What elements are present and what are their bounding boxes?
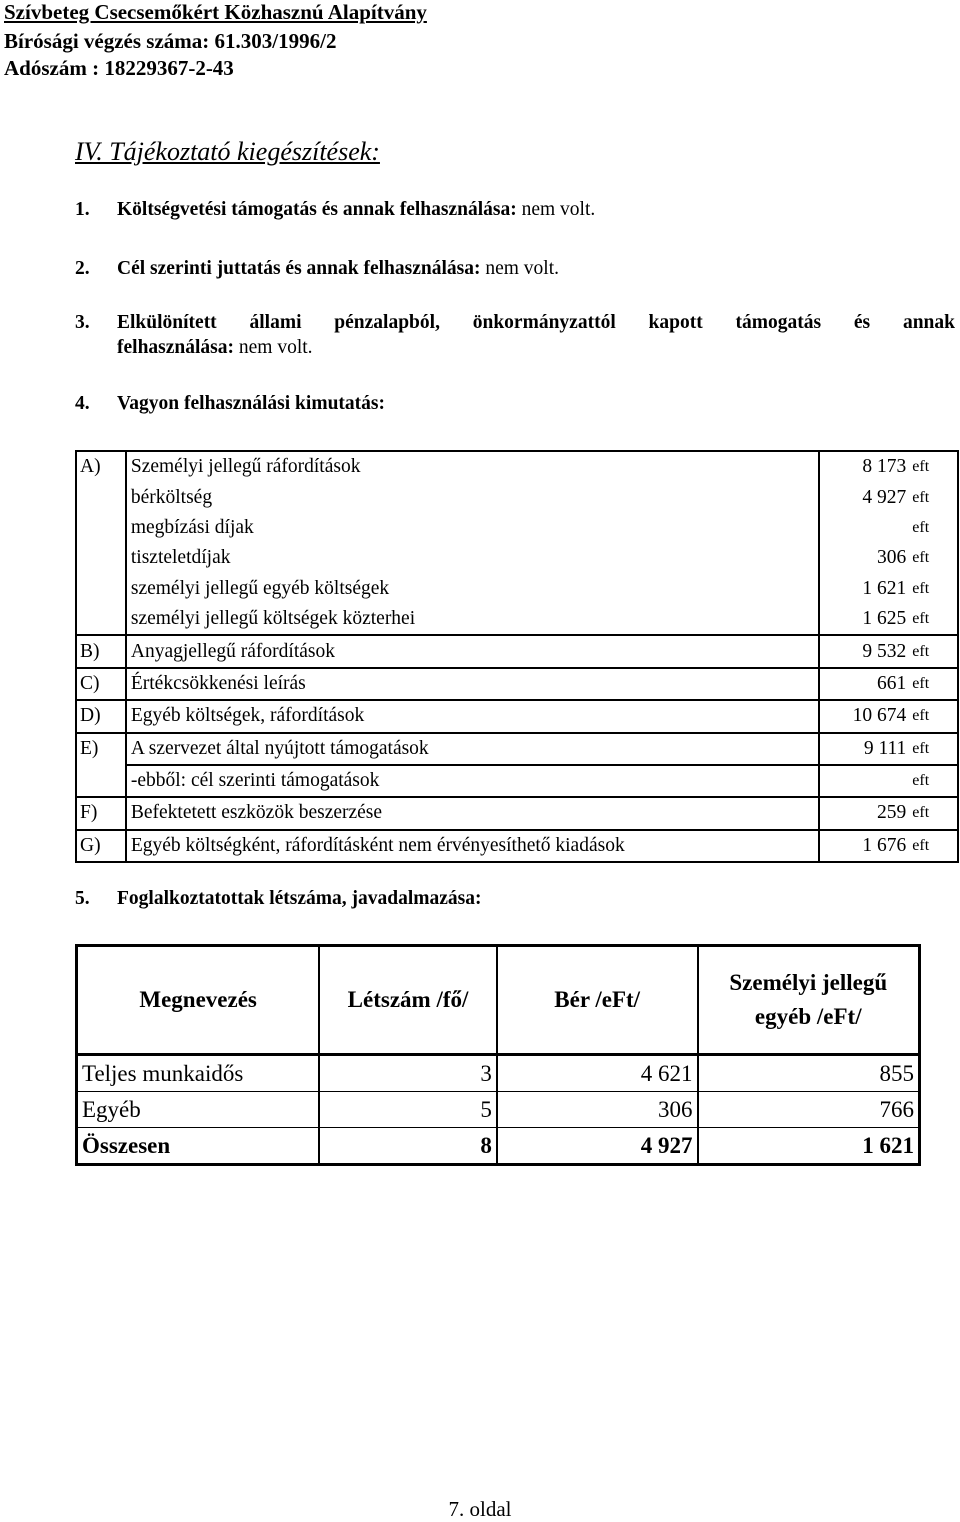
cell-unit: eft — [912, 579, 930, 597]
cell-unit: eft — [912, 830, 958, 862]
cell-value: 9 532 — [819, 635, 912, 667]
item-number: 5. — [75, 888, 90, 909]
cell-unit: eft — [912, 518, 930, 536]
cell-description: tiszteletdíjak — [126, 543, 819, 573]
item-5 — [75, 886, 481, 911]
cell-description: bérköltség — [126, 482, 819, 512]
cell-unit: eft — [912, 635, 958, 667]
cell-unit: eft — [912, 549, 930, 567]
item-number: 2. — [75, 258, 90, 279]
cell-unit: eft — [912, 733, 958, 765]
cell-code — [76, 765, 126, 797]
cell-other: 766 — [698, 1092, 920, 1128]
table-row-total — [77, 1128, 920, 1165]
cell-description: Anyagjellegű ráfordítások — [126, 635, 819, 667]
cell-description: Értékcsökkenési leírás — [126, 668, 819, 700]
cell-code: B) — [76, 635, 126, 667]
item-value: nem volt. — [485, 258, 559, 279]
court-order-number: Bírósági végzés száma: 61.303/1996/2 — [4, 29, 337, 53]
table-row — [76, 451, 958, 482]
item-label: Foglalkoztatottak létszáma, javadalmazása: — [117, 888, 482, 909]
table-row — [76, 543, 958, 573]
column-header-other: Személyi jellegű egyéb /eFt/ — [698, 946, 920, 1055]
table-row — [76, 482, 958, 512]
item-label-line1: Elkülönített állami pénzalapból, önkormányzattól kapott támogatás és annak — [117, 312, 955, 333]
cell-value: 4 927 — [819, 482, 912, 512]
table-row — [76, 765, 958, 797]
cell-description: személyi jellegű költségek közterhei — [126, 604, 819, 635]
cell-value: 661 — [819, 668, 912, 700]
table-row — [76, 797, 958, 829]
cell-count: 3 — [319, 1055, 497, 1092]
item-value: nem volt. — [238, 337, 313, 358]
cell-value: 10 674 — [819, 700, 912, 732]
cell-value: 1 676 — [819, 830, 912, 862]
cell-value: 9 111 — [819, 733, 912, 765]
cell-unit: eft — [912, 668, 958, 700]
cell-code — [76, 513, 126, 543]
cell-value: 1 621 — [819, 574, 912, 604]
cell-count: 8 — [319, 1128, 497, 1165]
table-row — [76, 733, 958, 765]
cell-description: A szervezet által nyújtott támogatások — [126, 733, 819, 765]
item-label-line2: felhasználása: — [117, 337, 234, 358]
item-number: 4. — [75, 393, 90, 414]
cell-value: 1 625 — [819, 604, 912, 635]
cell-code — [76, 604, 126, 635]
page-number: 7. oldal — [448, 1497, 512, 1521]
item-label: Cél szerinti juttatás és annak felhasználása: — [117, 258, 481, 279]
table-row — [77, 1055, 920, 1092]
cell-value — [819, 513, 912, 543]
cell-unit: eft — [912, 488, 930, 506]
cell-code: A) — [80, 456, 101, 478]
table-row — [76, 700, 958, 732]
table-row — [76, 604, 958, 635]
cell-unit: eft — [912, 765, 958, 797]
table-row — [76, 668, 958, 700]
staff-table — [75, 944, 921, 1166]
cell-value: 8 173 — [819, 451, 912, 482]
cell-wage: 306 — [497, 1092, 698, 1128]
cell-value — [819, 765, 912, 797]
table-row — [76, 574, 958, 604]
cell-name: Teljes munkaidős — [77, 1055, 320, 1092]
cell-code — [76, 574, 126, 604]
cell-description: megbízási díjak — [126, 513, 819, 543]
cell-wage: 4 621 — [497, 1055, 698, 1092]
item-number: 1. — [75, 199, 90, 220]
column-header-count: Létszám /fő/ — [319, 946, 497, 1055]
cell-code: F) — [76, 797, 126, 829]
cell-other: 855 — [698, 1055, 920, 1092]
item-1 — [75, 197, 595, 222]
cell-description: -ebből: cél szerinti támogatások — [126, 765, 819, 797]
item-value: nem volt. — [521, 199, 596, 220]
item-number: 3. — [75, 312, 90, 333]
org-name: Szívbeteg Csecsemőkért Közhasznú Alapítvány — [4, 0, 427, 24]
cell-name: Összesen — [77, 1128, 320, 1165]
column-header-name: Megnevezés — [77, 946, 320, 1055]
table-row — [77, 1092, 920, 1128]
cell-other: 1 621 — [698, 1128, 920, 1165]
cell-name: Egyéb — [77, 1092, 320, 1128]
cell-wage: 4 927 — [497, 1128, 698, 1165]
cell-code: D) — [76, 700, 126, 732]
table-row — [76, 513, 958, 543]
cell-unit: eft — [912, 700, 958, 732]
cell-code: C) — [76, 668, 126, 700]
cell-count: 5 — [319, 1092, 497, 1128]
cell-code — [76, 482, 126, 512]
asset-usage-table — [75, 450, 959, 863]
item-3 — [75, 310, 955, 360]
table-row — [76, 635, 958, 667]
cell-description: Befektetett eszközök beszerzése — [126, 797, 819, 829]
item-4 — [75, 391, 385, 416]
cell-code — [76, 543, 126, 573]
cell-description: Egyéb költségek, ráfordítások — [126, 700, 819, 732]
item-label: Vagyon felhasználási kimutatás: — [117, 393, 385, 414]
cell-description: Személyi jellegű ráfordítások — [126, 451, 819, 482]
item-label: Költségvetési támogatás és annak felhasználása: — [117, 199, 517, 220]
cell-description: személyi jellegű egyéb költségek — [126, 574, 819, 604]
cell-unit: eft — [912, 797, 958, 829]
cell-unit: eft — [912, 610, 930, 628]
cell-unit: eft — [912, 458, 930, 476]
tax-number: Adószám : 18229367-2-43 — [4, 56, 234, 80]
cell-value: 259 — [819, 797, 912, 829]
column-header-wage: Bér /eFt/ — [497, 946, 698, 1055]
table-row — [76, 830, 958, 862]
cell-code: G) — [76, 830, 126, 862]
cell-code: E) — [76, 733, 126, 765]
cell-description: Egyéb költségként, ráfordításként nem érvényesíthető kiadások — [126, 830, 819, 862]
item-2 — [75, 256, 559, 281]
section-title: IV. Tájékoztató kiegészítések: — [75, 137, 380, 166]
cell-value: 306 — [819, 543, 912, 573]
